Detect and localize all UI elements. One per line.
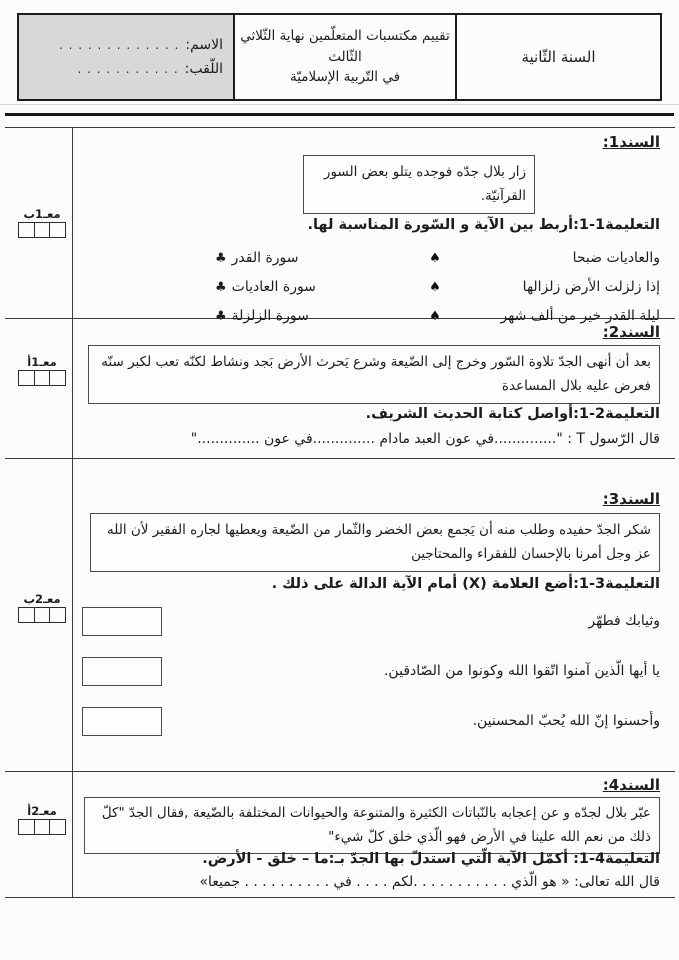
grading-boxes-1[interactable] bbox=[18, 222, 66, 238]
option-verse: يا أيها الّذين آمنوا اتّقوا الله وكونوا من الصّادقين. bbox=[383, 663, 660, 679]
hadith-completion-line[interactable]: قال الرّسول T : "..............في عون العبد مادام ..............في عون .............." bbox=[190, 431, 660, 447]
section-1-heading: السند1: bbox=[602, 133, 660, 151]
instruction-1-1: التعليمة1-1:أربط بين الآية و السّورة المناسبة لها. bbox=[307, 217, 660, 233]
match-verse: والعاديات ضبحا bbox=[572, 250, 660, 266]
first-name-label: الاسم: bbox=[185, 37, 223, 53]
grade-level-cell bbox=[455, 15, 660, 99]
criterion-unit-2 bbox=[18, 355, 66, 386]
surname-row bbox=[29, 61, 223, 77]
match-verse: إذا زلزلت الأرض زلزالها bbox=[522, 279, 660, 295]
section-3 bbox=[73, 458, 679, 771]
exam-title-line3: في التّربية الإسلاميّة bbox=[289, 69, 401, 86]
section-4-source-box: عبّر بلال لجدّه و عن إعجابه بالنّباتات الكثيرة والمتنوعة والحيوانات المختلفة بالضّيعة ,فقال الجدّ "كلّ ذلك من نعم الله علينا في الأرض فهو الّذي خلق كلّ شيء" bbox=[84, 797, 660, 854]
student-identity-cell bbox=[19, 15, 233, 99]
section-2 bbox=[73, 318, 679, 458]
option-verse: وأحسنوا إنّ الله يُحبّ المحسنين. bbox=[472, 713, 660, 729]
instruction-3-1: التعليمة3-1:أضع العلامة (X) أمام الآية الدالة على ذلك . bbox=[271, 576, 660, 592]
thick-rule bbox=[5, 113, 674, 116]
surah-name: سورة القدر bbox=[231, 250, 299, 266]
criterion-label-1: معـ1ب bbox=[23, 207, 61, 221]
exam-title-cell bbox=[233, 15, 455, 99]
first-name-row bbox=[29, 37, 223, 53]
option-row bbox=[82, 696, 660, 746]
spade-bullet-icon[interactable]: ♠ bbox=[429, 309, 441, 324]
section-2-heading: السند2: bbox=[602, 323, 660, 341]
verse-completion-line[interactable]: قال الله تعالى: « هو الّذي . . . . . . . . . . .لكم . . . . في . . . . . . . . . . جميعا» bbox=[199, 874, 660, 890]
grading-boxes-4[interactable] bbox=[18, 819, 66, 835]
section-4-heading: السند4: bbox=[602, 776, 660, 794]
answer-checkbox[interactable] bbox=[82, 707, 162, 736]
verse-options bbox=[82, 596, 660, 746]
grade-level-label: السنة الثّانية bbox=[521, 48, 596, 66]
section-4 bbox=[73, 771, 679, 897]
match-verse: ليلة القدر خير من ألف شهر bbox=[500, 308, 660, 324]
match-surah bbox=[215, 273, 355, 302]
header-divider bbox=[0, 104, 679, 105]
spade-bullet-icon[interactable]: ♠ bbox=[429, 280, 441, 295]
club-bullet-icon[interactable]: ♣ bbox=[215, 280, 227, 295]
section-3-source-box: شكر الجدّ حفيده وطلب منه أن يَجمع بعض الخضر والثّمار من الضّيعة ويعطيها لجاره الفقير لأن الله عز وجل أمرنا بالإحسان للفقراء والمحتاجين bbox=[90, 513, 660, 572]
criterion-label-2: معـ1أ bbox=[27, 355, 57, 369]
criterion-unit-4 bbox=[18, 804, 66, 835]
surah-name: سورة العاديات bbox=[231, 279, 316, 295]
criterion-label-3: معـ2ب bbox=[23, 592, 61, 606]
option-row bbox=[82, 646, 660, 696]
table-bottom-line bbox=[5, 897, 675, 898]
section-2-source-box: بعد أن أنهى الجدّ تلاوة السّور وخرج إلى الضّيعة وشرع يَحرث الأرض بَجد ونشاط لكنّه تعب لكبر سنّه فعرض عليه بلال المساعدة bbox=[88, 345, 660, 404]
criterion-unit-3 bbox=[18, 592, 66, 623]
option-verse: وثيابك فطهّر bbox=[588, 613, 660, 629]
section-1-source-box: زار بلال جدّه فوجده يتلو بعض السور القرآنيّة. bbox=[303, 155, 535, 214]
criterion-label-4: معـ2أ bbox=[27, 804, 57, 818]
section-1 bbox=[73, 127, 679, 324]
answer-checkbox[interactable] bbox=[82, 607, 162, 636]
surname-blank[interactable]: . . . . . . . . . . . bbox=[77, 62, 179, 76]
spade-bullet-icon[interactable]: ♠ bbox=[429, 251, 441, 266]
grading-boxes-3[interactable] bbox=[18, 607, 66, 623]
section-3-heading: السند3: bbox=[602, 490, 660, 508]
header-table bbox=[17, 13, 662, 101]
criterion-unit-1 bbox=[18, 207, 66, 238]
match-surah bbox=[215, 244, 355, 273]
club-bullet-icon[interactable]: ♣ bbox=[215, 309, 227, 324]
instruction-2-1: التعليمة2-1:أواصل كتابة الحديث الشريف. bbox=[365, 406, 660, 422]
option-row bbox=[82, 596, 660, 646]
surname-label: اللّقب: bbox=[184, 61, 223, 77]
answer-checkbox[interactable] bbox=[82, 657, 162, 686]
exam-title-line1: تقييم مكتسبات المتعلّمين نهاية الثّلاثي bbox=[240, 27, 450, 44]
instruction-4-1: التعليمة4-1: أكمّل الآية الّتي استدلّ بها الجدّ بـ:ما – خلق - الأرض. bbox=[202, 851, 660, 867]
club-bullet-icon[interactable]: ♣ bbox=[215, 251, 227, 266]
exam-title-line2: الثّالث bbox=[328, 48, 362, 65]
surah-name: سورة الزلزلة bbox=[231, 308, 309, 324]
grading-boxes-2[interactable] bbox=[18, 370, 66, 386]
first-name-blank[interactable]: . . . . . . . . . . . . . bbox=[58, 38, 180, 52]
